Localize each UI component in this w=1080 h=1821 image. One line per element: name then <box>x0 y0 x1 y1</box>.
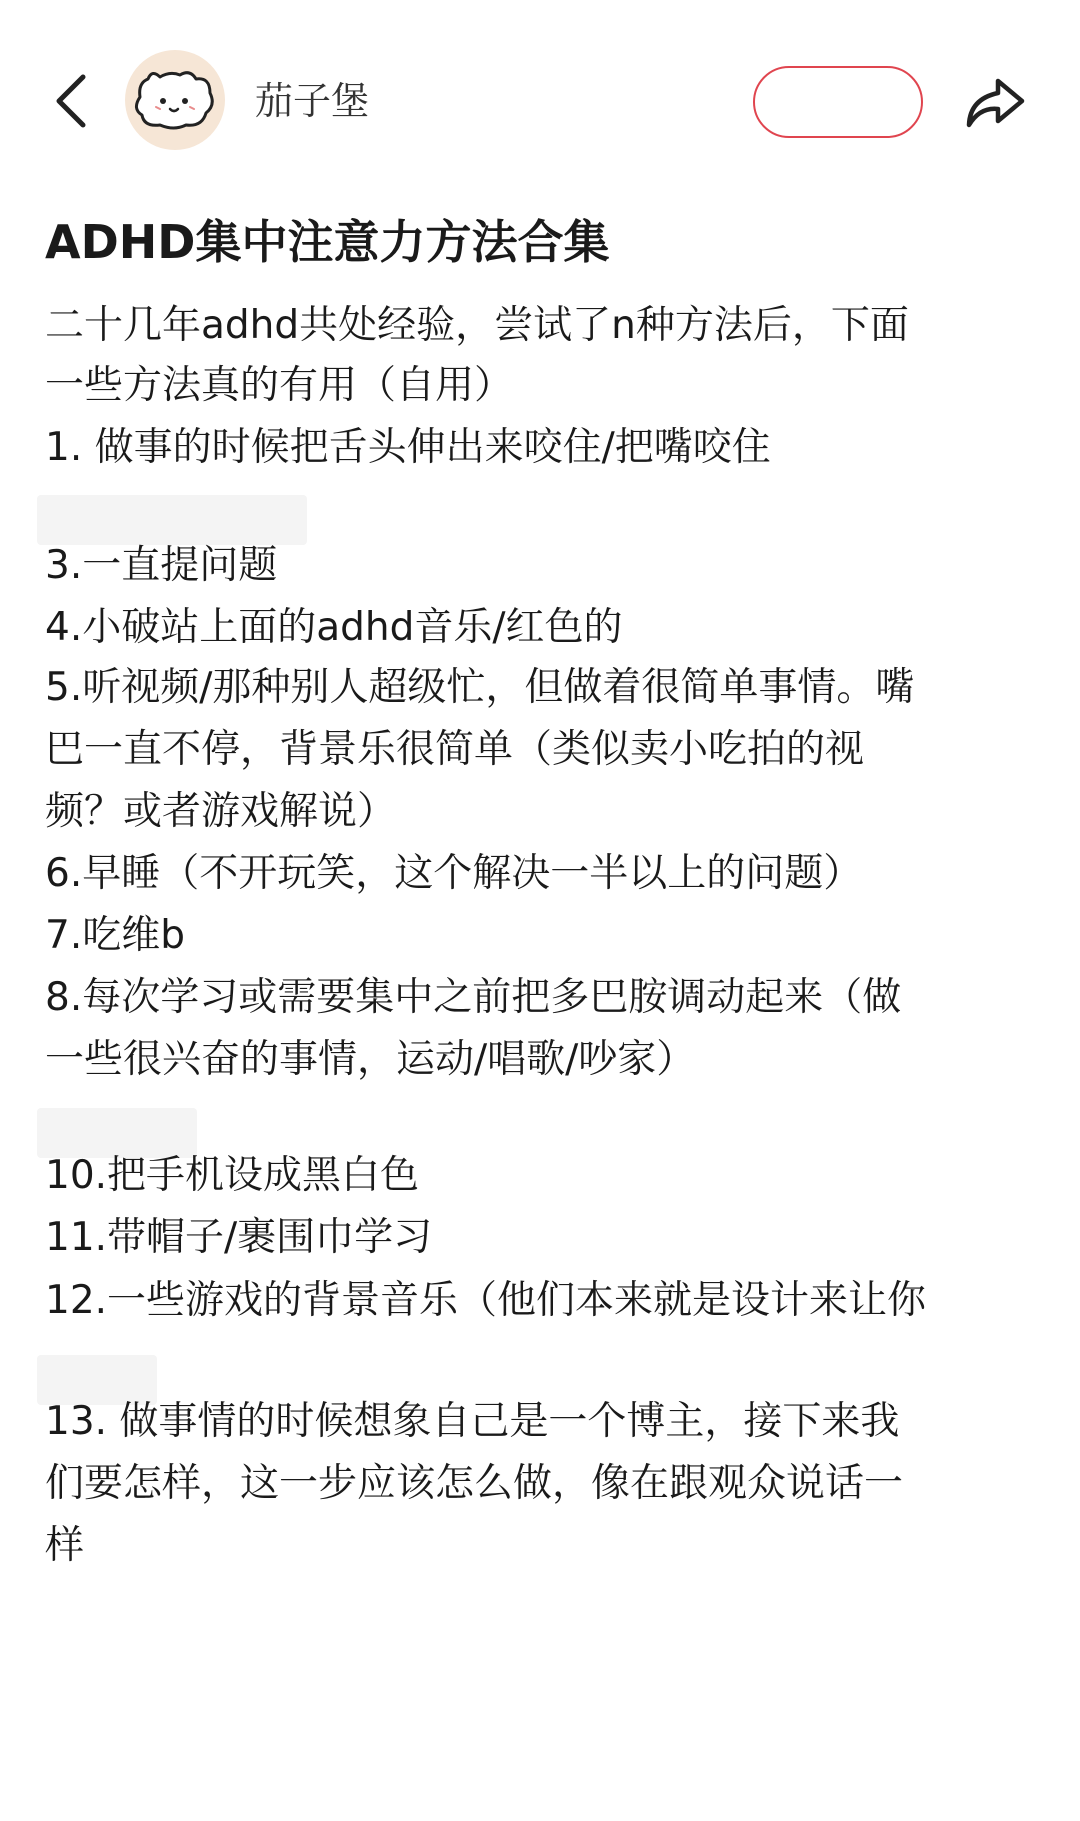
back-button[interactable] <box>40 62 100 140</box>
body-line: 3.一直提问题 <box>45 543 278 588</box>
body-line: 巴一直不停，背景乐很简单（类似卖小吃拍的视 <box>45 727 865 772</box>
cat-avatar-icon <box>130 65 220 135</box>
post-header <box>0 0 1080 200</box>
body-line: 7.吃维b <box>45 913 185 958</box>
body-line: 4.小破站上面的adhd音乐/红色的 <box>45 605 623 650</box>
author-name[interactable]: 茄子堡 <box>255 79 370 123</box>
redacted-line <box>37 495 307 545</box>
body-line: 13. 做事情的时候想象自己是一个博主，接下来我 <box>45 1399 900 1444</box>
avatar[interactable] <box>125 50 225 150</box>
share-arrow-icon <box>964 75 1026 131</box>
body-line: 5.听视频/那种别人超级忙，但做着很简单事情。嘴 <box>45 665 915 710</box>
body-line: 6.早睡（不开玩笑，这个解决一半以上的问题） <box>45 851 863 896</box>
share-button[interactable] <box>960 70 1030 136</box>
body-line: 一些方法真的有用（自用） <box>45 363 514 408</box>
follow-button[interactable] <box>753 66 923 138</box>
body-line: 1. 做事的时候把舌头伸出来咬住/把嘴咬住 <box>45 425 771 470</box>
chevron-left-icon <box>53 73 87 129</box>
body-line: 10.把手机设成黑白色 <box>45 1153 420 1198</box>
body-line: 11.带帽子/裹围巾学习 <box>45 1215 433 1260</box>
post-title: ADHD集中注意力方法合集 <box>45 215 610 269</box>
body-line: 二十几年adhd共处经验，尝试了n种方法后，下面 <box>45 303 909 348</box>
body-line: 一些很兴奋的事情，运动/唱歌/吵家） <box>45 1037 696 1082</box>
body-line: 样 <box>45 1523 85 1568</box>
body-line: 12.一些游戏的背景音乐（他们本来就是设计来让你 <box>45 1278 927 1323</box>
body-line: 8.每次学习或需要集中之前把多巴胺调动起来（做 <box>45 975 902 1020</box>
body-line: 频？或者游戏解说） <box>45 789 397 834</box>
body-line: 们要怎样，这一步应该怎么做，像在跟观众说话一 <box>45 1461 904 1506</box>
